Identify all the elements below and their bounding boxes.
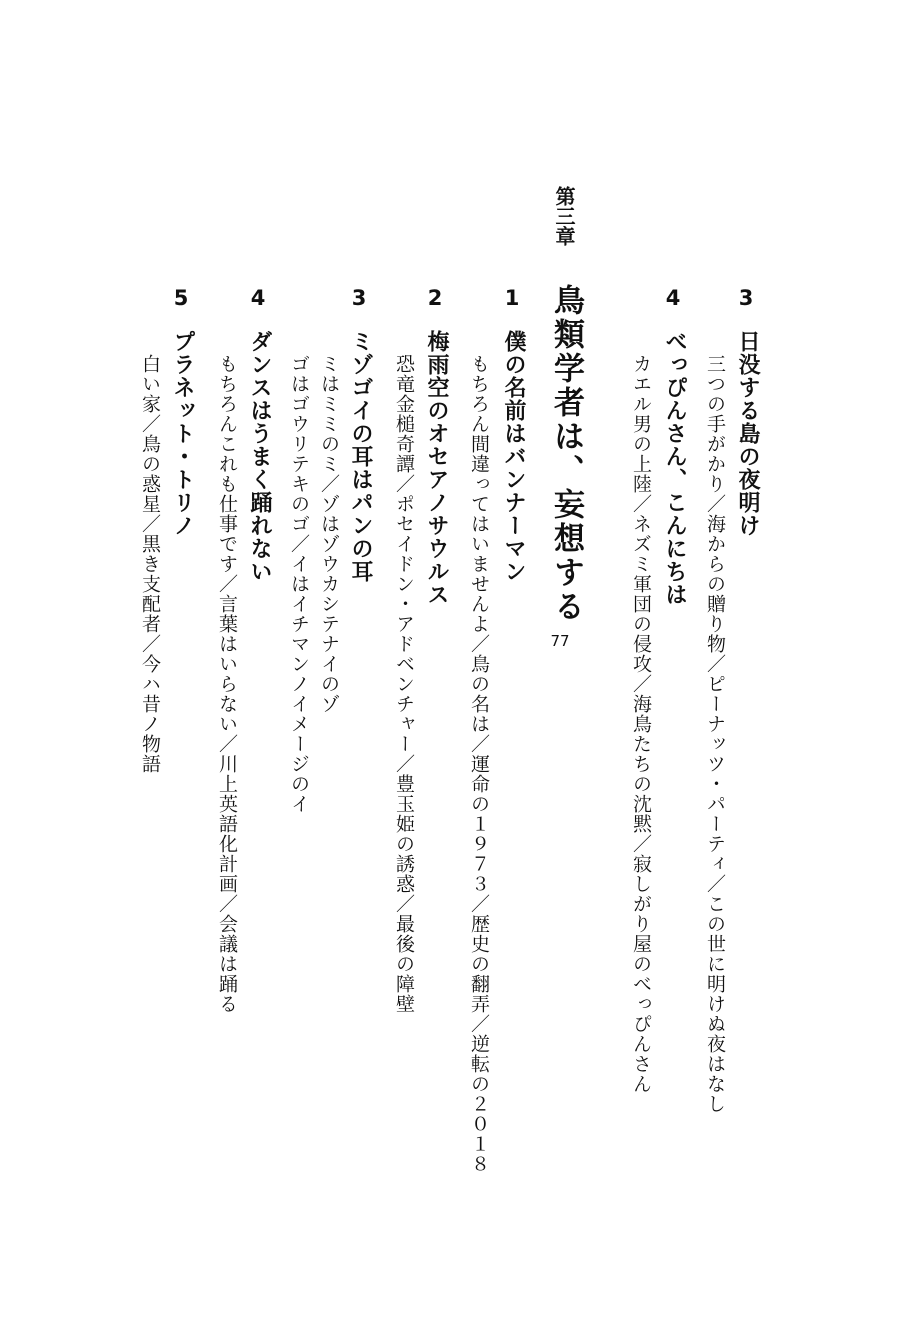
section-number: 5 — [173, 286, 189, 310]
section-number: 1 — [504, 286, 520, 310]
page-number: 77 — [550, 632, 570, 650]
chapter-title: 鳥類学者は、妄想する — [548, 284, 584, 624]
section-subtitles: ミはミミのミ／ゾはゾウカシテナイのゾ — [318, 354, 340, 714]
section-title: 僕の名前はバンナーマン — [501, 330, 526, 583]
section-number: 4 — [250, 286, 266, 310]
section-subtitles: 恐竜金槌奇譚／ポセイドン・アドベンチャー／豊玉姫の誘惑／最後の障壁 — [393, 354, 415, 1014]
section-title: 梅雨空のオセアノサウルス — [424, 330, 449, 606]
section-title: べっぴんさん、こんにちは — [662, 330, 687, 606]
chapter-label: 第三章 — [552, 186, 576, 246]
section-title: ダンスはうまく踊れない — [247, 330, 272, 583]
section-subtitles-continued: ゴはゴウリテキのゴ／イはイチマンノイメージのイ — [288, 354, 310, 814]
section-subtitles: カエル男の上陸／ネズミ軍団の侵攻／海鳥たちの沈黙／寂しがり屋のべっぴんさん — [630, 354, 652, 1094]
section-subtitles: もちろんこれも仕事です／言葉はいらない／川上英語化計画／会議は踊る — [216, 354, 238, 1014]
section-title: ミゾゴイの耳はパンの耳 — [348, 330, 373, 583]
section-number: 3 — [351, 286, 367, 310]
section-title: プラネット・トリノ — [170, 330, 195, 537]
section-title: 日没する島の夜明け — [735, 330, 760, 537]
section-number: 4 — [665, 286, 681, 310]
section-subtitles: 白い家／鳥の惑星／黒き支配者／今ハ昔ノ物語 — [139, 354, 161, 774]
section-subtitles: 三つの手がかり／海からの贈り物／ピーナッツ・パーティ／この世に明けぬ夜はなし — [704, 354, 726, 1114]
section-number: 3 — [738, 286, 754, 310]
section-number: 2 — [427, 286, 443, 310]
section-subtitles: もちろん間違ってはいませんよ／鳥の名は／運命の１９７３／歴史の翻弄／逆転の２０１８ — [468, 354, 490, 1174]
